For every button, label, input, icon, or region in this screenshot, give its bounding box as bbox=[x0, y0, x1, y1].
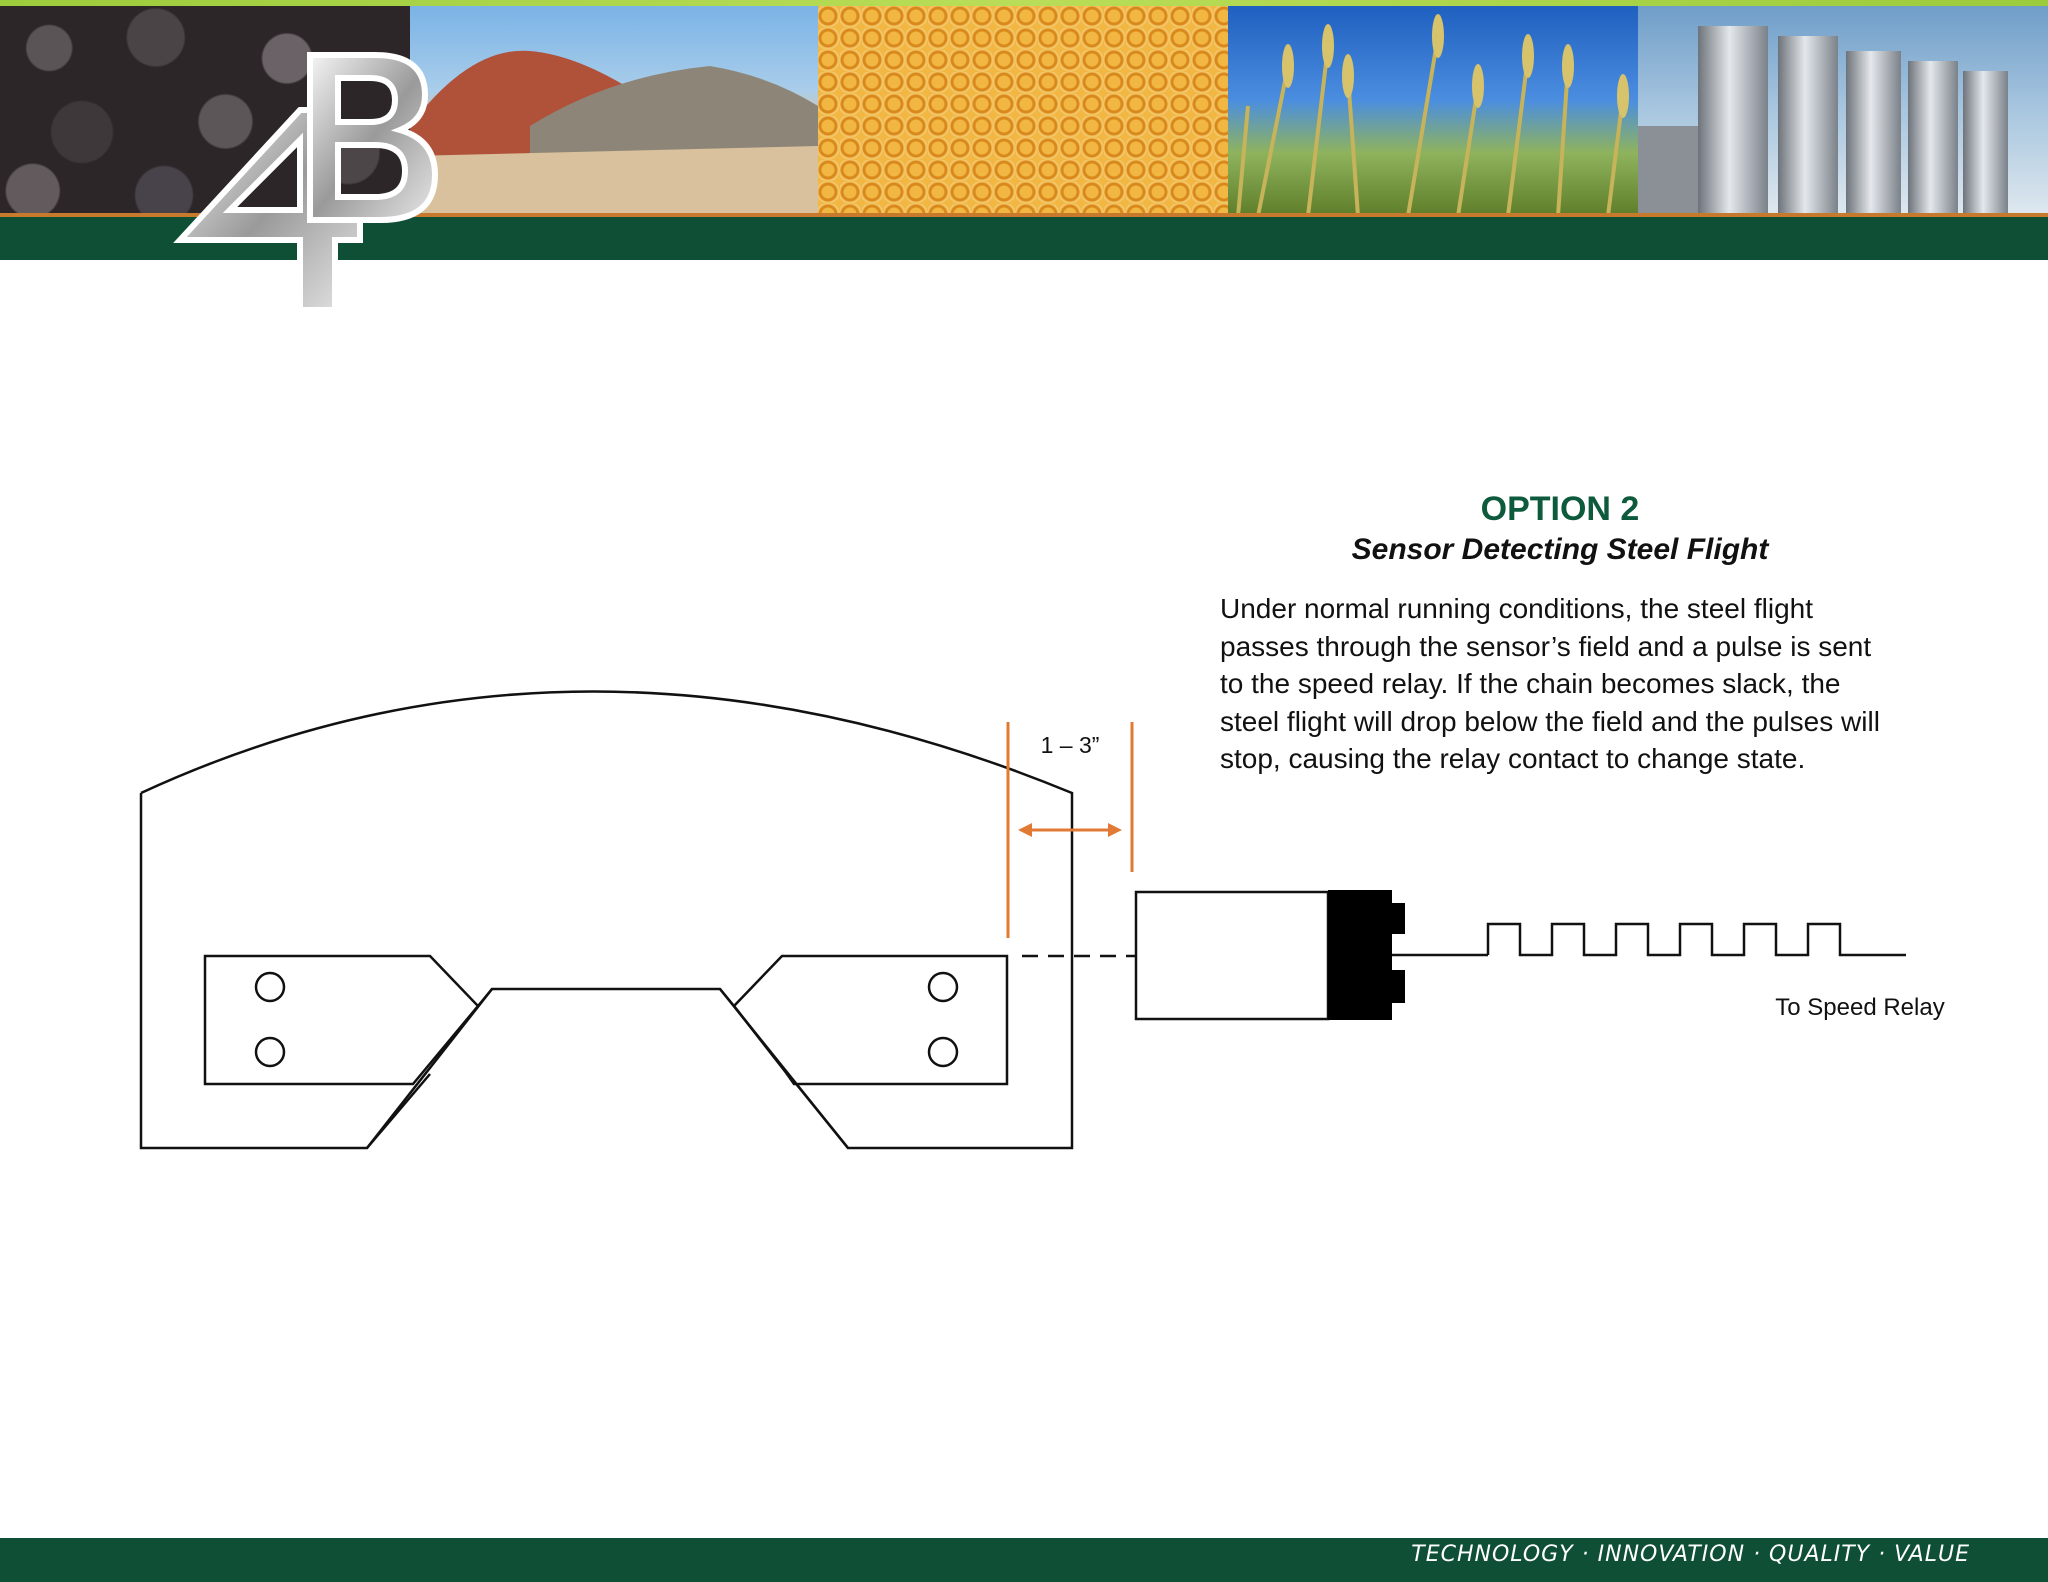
conveyor-housing-outline bbox=[141, 692, 1072, 1149]
bolt-hole bbox=[929, 973, 957, 1001]
bolt-hole bbox=[929, 1038, 957, 1066]
bolt-hole bbox=[256, 973, 284, 1001]
bolt-hole bbox=[256, 1038, 284, 1066]
option-title: OPTION 2 bbox=[1480, 490, 1640, 528]
option-subtitle: Sensor Detecting Steel Flight bbox=[1351, 533, 1769, 566]
sensor-body bbox=[1136, 892, 1328, 1019]
pulse-train bbox=[1488, 924, 1906, 955]
gap-dimension-label: 1 – 3” bbox=[1040, 732, 1100, 758]
option-description: Under normal running conditions, the steel flight passes through the sensor’s field and a pulse is sent to the speed relay. If the chain becomes slack, the steel flight will drop below the field and the pulses will stop, causing the relay contact to change state. bbox=[1220, 593, 1880, 774]
footer-tagline: TECHNOLOGY · INNOVATION · QUALITY · VALUE bbox=[1411, 1542, 1970, 1567]
steel-flight-outline bbox=[205, 956, 478, 1084]
speed-relay-label: To Speed Relay bbox=[1775, 994, 1945, 1021]
